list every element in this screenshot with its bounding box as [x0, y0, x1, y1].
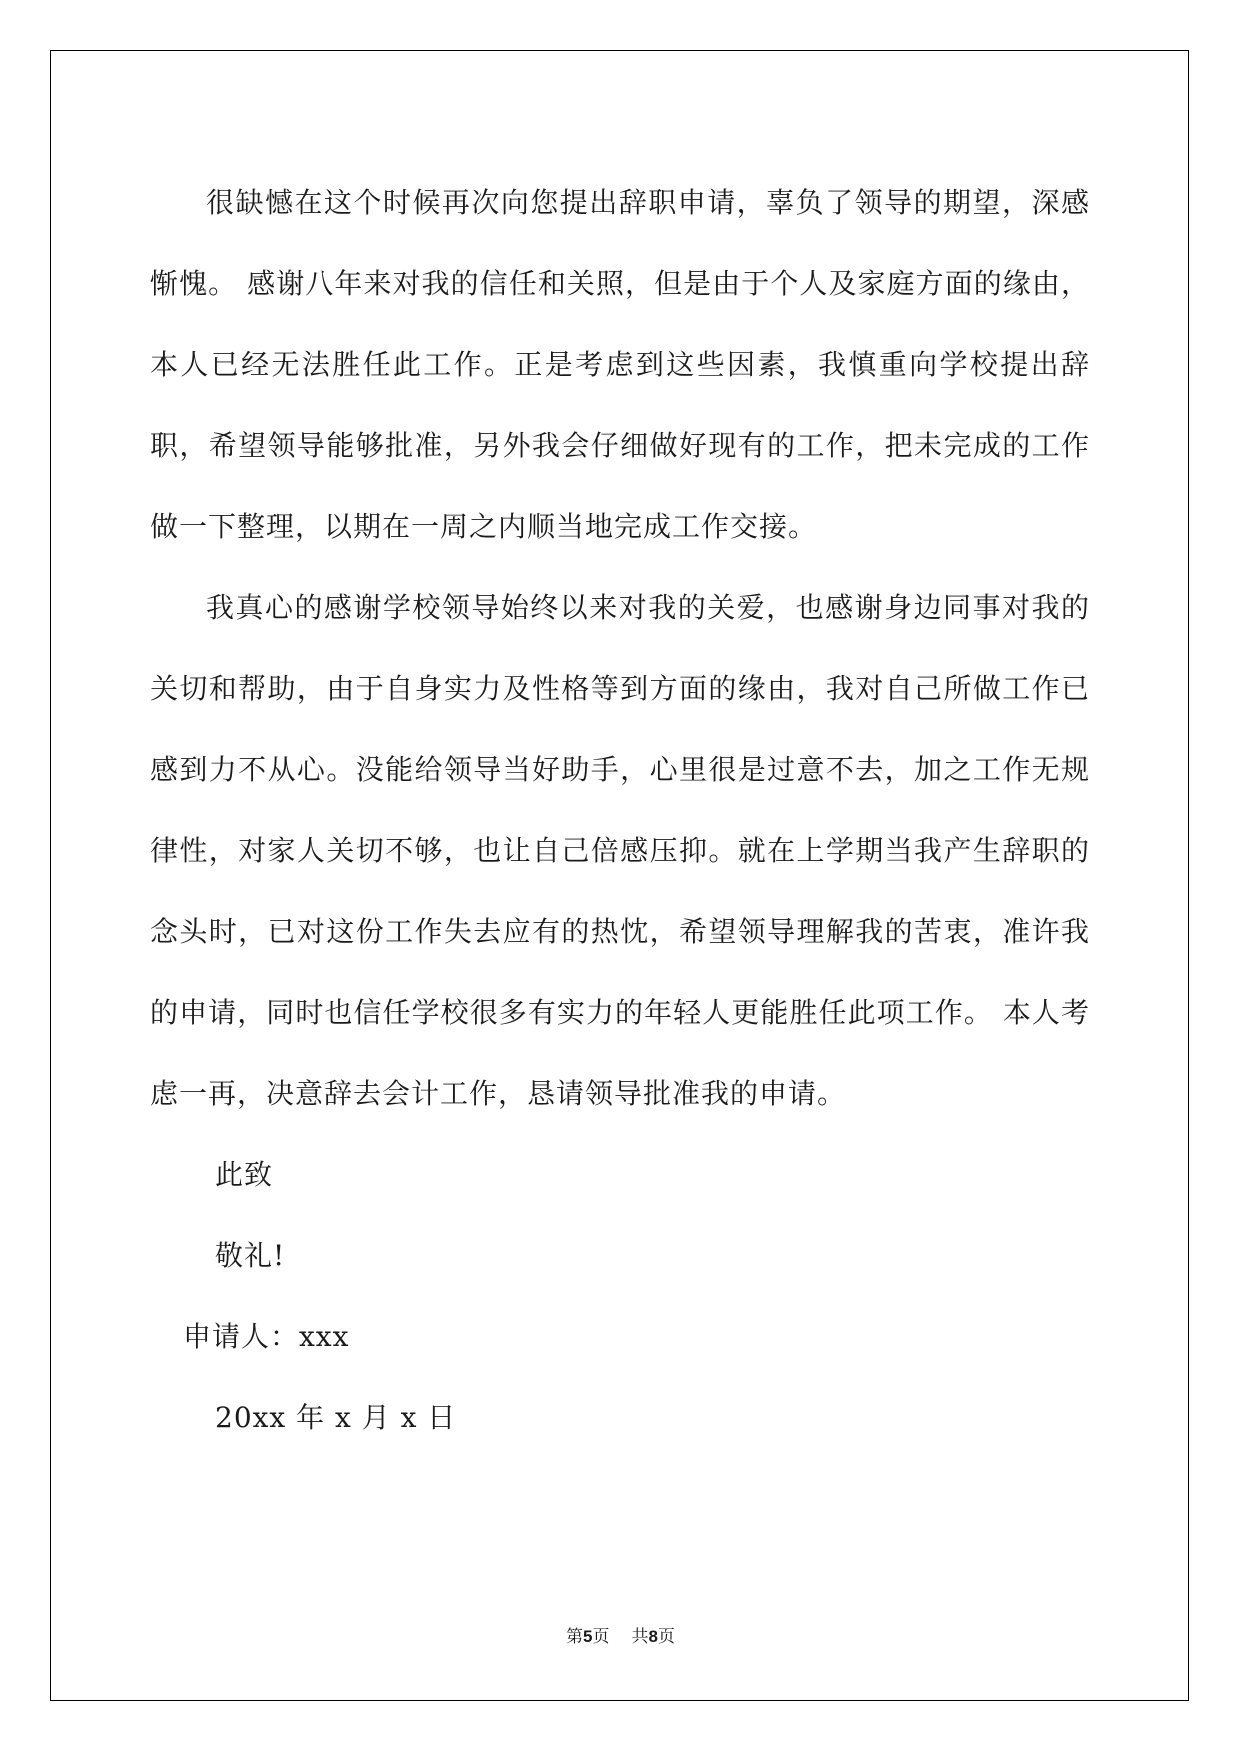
closing-salutation: 此致: [215, 1158, 274, 1191]
page-total: 8: [648, 1627, 658, 1646]
paragraph-2: 我真心的感谢学校领导始终以来对我的关爱，也感谢身边同事对我的关切和帮助，由于自身实力及性格等到方面的缘由，我对自己所做工作已感到力不从心。没能给领导当好助手，心里很是过意不去，加之工作无规律性，对家人关切不够，也让自己倍感压抑。就在上学期当我产生辞职的念头时，已对这份工作失去应有的热忱，希望领导理解我的苦衷，准许我的申请，同时也信任学校很多有实力的年轻人更能胜任此项工作。 本人考虑一再，决意辞去会计工作，恳请领导批准我的申请。: [150, 591, 1090, 1110]
total-prefix: 共: [631, 1627, 649, 1647]
page-current: 5: [583, 1627, 593, 1646]
page-suffix: 页: [592, 1627, 610, 1647]
total-suffix: 页: [657, 1627, 675, 1647]
closing-regards: 敬礼!: [215, 1239, 286, 1272]
page-footer: [0, 1622, 1241, 1647]
letter-date: 20xx 年 x 月 x 日: [215, 1401, 457, 1434]
letter-body: [150, 162, 1090, 1458]
paragraph-1: 很缺憾在这个时候再次向您提出辞职申请，辜负了领导的期望，深感惭愧。 感谢八年来对我的信任和关照，但是由于个人及家庭方面的缘由，本人已经无法胜任此工作。正是考虑到这些因素，我慎重向学校提出辞职，希望领导能够批准，另外我会仔细做好现有的工作，把未完成的工作做一下整理，以期在一周之内顺当地完成工作交接。: [150, 186, 1090, 543]
page-prefix: 第: [566, 1627, 584, 1647]
applicant-signature: 申请人：xxx: [183, 1320, 350, 1353]
